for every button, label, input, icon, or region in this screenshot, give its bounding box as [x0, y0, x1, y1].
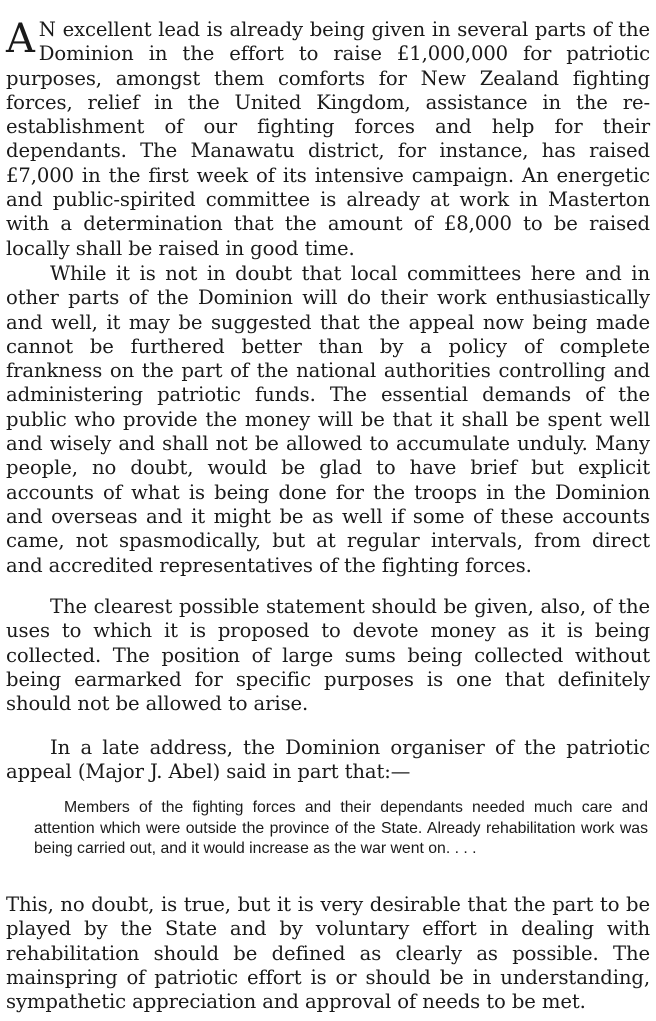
article-paragraph-2: While it is not in doubt that local committees here and in other parts of the Dominion will do their work enthusiastically and well, it may be suggested that the appeal now being made cannot be furthered better than by a policy of complete frankness on the part of the national authorities controlling and administering patriotic funds. The essential demands of the public who provide the money will be that it shall be spent well and wisely and shall not be allowed to accumulate unduly. Many people, no doubt, would be glad to have brief but explicit accounts of what is being done for the troops in the Dominion and overseas and it might be as well if some of these accounts came, not spasmodically, but at regular intervals, from direct and accredited representatives of the fighting forces. [6, 262, 650, 577]
article-closing-paragraph: This, no doubt, is true, but it is very desirable that the part to be played by the State and by voluntary effort in dealing with rehabilitation should be defined as clearly as possible. The mainspring of patriotic effort is or should be in understanding, sympathetic appreciation and approval of needs to be met. [6, 893, 650, 1014]
block-quote [34, 798, 648, 860]
drop-cap: A [6, 16, 35, 62]
article-paragraph-3: The clearest possible statement should be given, also, of the uses to which it is proposed to devote money as it is being collected. The position of large sums being collected without being earmarked for specific purposes is one that definitely should not be allowed to arise. [6, 595, 650, 716]
paragraph-1-text: N excellent lead is already being given in several parts of the Dominion in the effort to raise £1,000,000 for patriotic purposes, amongst them comforts for New Zealand fighting forces, relief in the United Kingdom, assistance in the re-establishment of our fighting forces and help for their dependants. The Manawatu district, for instance, has raised £7,000 in the first week of its intensive campaign. An energetic and public-spirited committee is already at work in Masterton with a determination that the amount of £8,000 to be raised locally shall be raised in good time. [6, 18, 650, 260]
article-paragraph-1 [6, 18, 650, 261]
article-paragraph-4: In a late address, the Dominion organiser of the patriotic appeal (Major J. Abel) said in part that:— [6, 736, 650, 784]
quote-text: Members of the fighting forces and their dependants needed much care and attention which were outside the province of the State. Already rehabilitation work was being carried out, and it would increase as the war went on. . . . [34, 799, 648, 857]
